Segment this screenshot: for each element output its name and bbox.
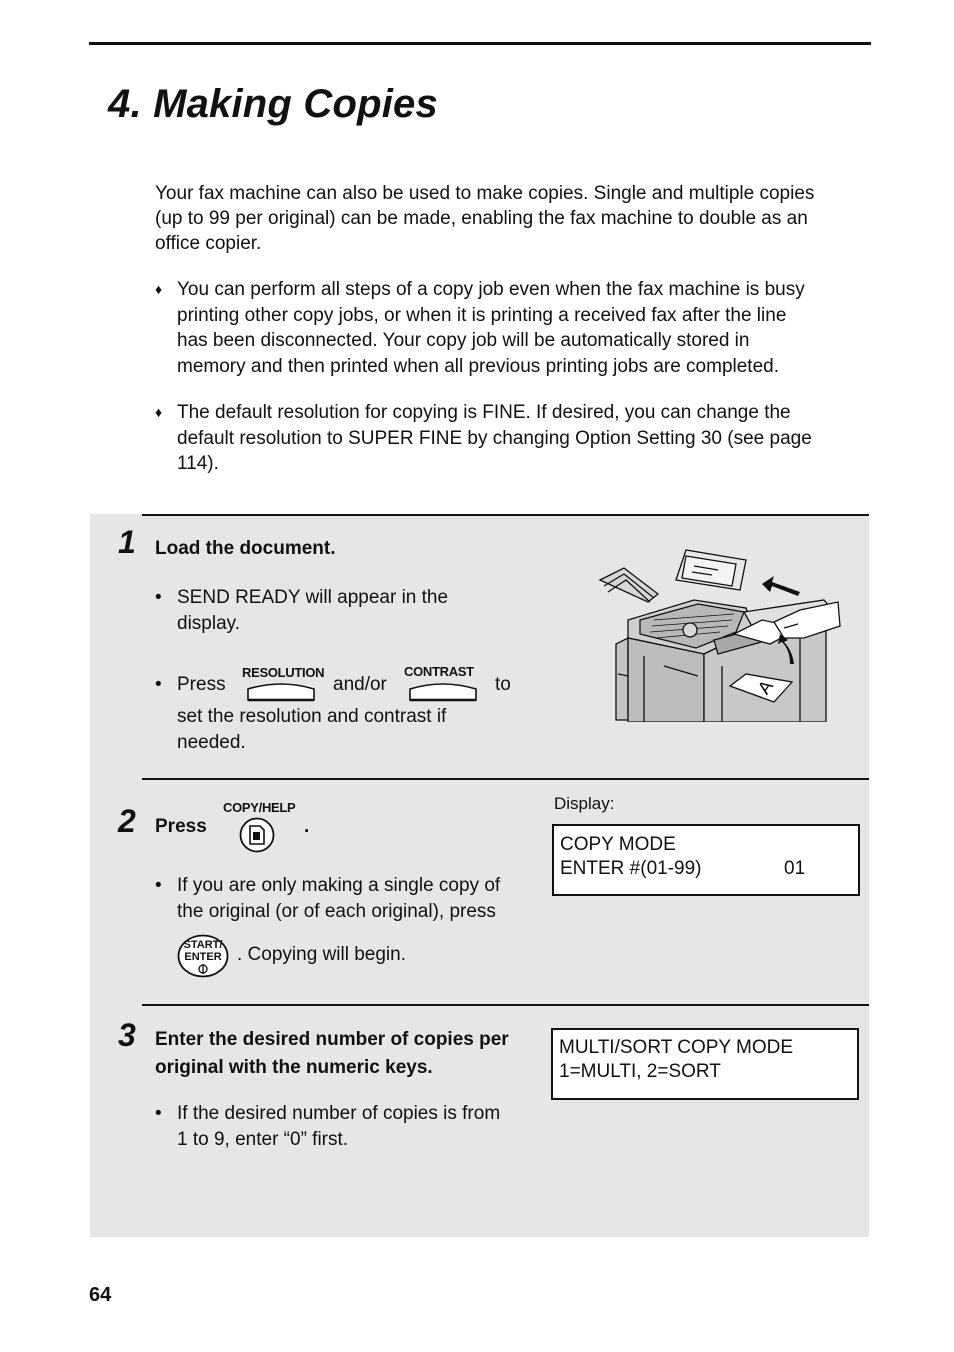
bullet-line: If you are only making a single copy of [177,875,501,896]
resolution-key[interactable] [246,680,316,702]
lcd-line: MULTI/SORT COPY MODE [559,1037,794,1058]
step-bullet [155,873,535,933]
bullet-line: You can perform all steps of a copy job even when the fax machine is busy [177,279,805,300]
step-heading [155,1026,540,1082]
lcd-line: ENTER #(01-99) [560,858,702,879]
start-enter-key-label: START/ ENTER [183,939,223,963]
top-rule [89,42,871,45]
fax-machine-illustration [594,546,842,722]
intro-line: (up to 99 per original) can be made, enabling the fax machine to double as an [155,208,808,229]
bullet-line: printing other copy jobs, or when it is printing a received fax after the line [177,304,787,326]
bullet-line: display. [177,613,241,634]
step-divider [142,1004,869,1006]
bullet-line: set the resolution and contrast if [177,706,447,727]
chapter-title: 4. Making Copies [108,82,438,126]
step-number: 1 [118,524,136,560]
bullet-dot-icon: • [155,587,162,608]
bullet-line: If the desired number of copies is from [177,1103,501,1124]
step-bullet [155,1101,535,1161]
bullet-line: 114). [177,453,219,474]
step-number: 3 [118,1017,136,1053]
copying-begins-text: . Copying will begin. [237,944,406,965]
start-enter-key[interactable] [177,934,231,978]
resolution-key-label: RESOLUTION [242,665,325,680]
andor-text: and/or [333,674,387,695]
step-bullet [155,672,555,762]
bullet-line: has been disconnected. Your copy job will be automatically stored in [177,330,750,351]
intro-bullet [155,400,855,480]
page-number: 64 [89,1284,112,1306]
intro-bullet [155,277,855,387]
step-bullet [155,585,515,645]
copy-help-key-label: COPY/HELP [223,800,296,815]
step-number: 2 [118,803,136,839]
bullet-dot-icon: • [155,875,162,896]
step-divider [142,778,869,780]
step-heading: Load the document. [155,538,336,559]
intro-line: office copier. [155,233,262,254]
heading-period: . [304,816,310,837]
display-label: Display: [554,794,615,813]
heading-line: original with the numeric keys. [155,1057,433,1078]
lcd-display-copy-mode [552,824,860,896]
contrast-key-label: CONTRAST [404,664,474,679]
bullet-line: The default resolution for copying is FINE. If desired, you can change the [177,402,791,423]
contrast-key[interactable] [408,680,478,702]
lcd-value: 01 [784,858,806,879]
diamond-bullet-icon: ♦ [155,281,163,297]
intro-line: Your fax machine can also be used to make copies. Single and multiple copies [155,183,815,204]
diamond-bullet-icon: ♦ [155,404,163,420]
bullet-line: default resolution to SUPER FINE by changing Option Setting 30 (see page [177,427,812,449]
page-letter: A [753,676,778,698]
bullet-line: memory and then printed when all previous printing jobs are completed. [177,355,779,377]
to-text: to [495,674,511,695]
heading-line: Enter the desired number of copies per [155,1029,509,1050]
bullet-line: needed. [177,732,246,753]
step-divider [142,514,869,516]
copy-help-key[interactable] [238,816,276,854]
bullet-dot-icon: • [155,1103,162,1124]
bullet-line: SEND READY will appear in the [177,587,449,608]
intro-paragraph [155,181,855,256]
press-text: Press [177,674,226,695]
bullet-line: the original (or of each original), press [177,901,496,922]
bullet-dot-icon: • [155,674,162,695]
bullet-line: 1 to 9, enter “0” first. [177,1129,349,1150]
step-heading: Press [155,816,207,837]
lcd-display-multi-sort [551,1028,859,1100]
lcd-line: 1=MULTI, 2=SORT [559,1061,721,1082]
lcd-line: COPY MODE [560,834,676,855]
